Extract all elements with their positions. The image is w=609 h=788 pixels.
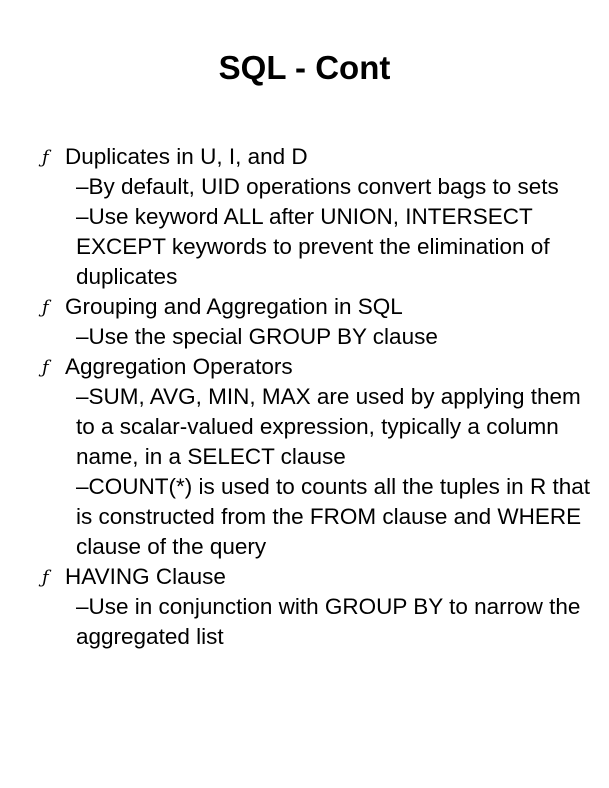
sub-bullet-item — [40, 322, 600, 352]
sub-bullet-text: Use in conjunction with GROUP BY to narrow the aggregated list — [76, 594, 581, 649]
sub-bullet-text: SUM, AVG, MIN, MAX are used by applying them to a scalar-valued expression, typically a column name, in a SELECT clause — [76, 384, 581, 469]
sub-bullet-item — [40, 172, 600, 202]
bullet-item — [40, 142, 600, 172]
dash-marker: – — [76, 474, 89, 499]
dash-marker: – — [76, 384, 89, 409]
sub-bullet-text: COUNT(*) is used to counts all the tuples in R that is constructed from the FROM clause and WHERE clause of the query — [76, 474, 590, 559]
dash-marker: – — [76, 594, 89, 619]
bullet-item — [40, 292, 600, 322]
sub-bullet-item — [40, 472, 600, 562]
bullet-text: HAVING Clause — [65, 564, 226, 589]
bullet-item — [40, 562, 600, 592]
bullet-text: Aggregation Operators — [65, 354, 293, 379]
bullet-marker-icon: ƒ — [42, 297, 49, 318]
slide-title: SQL - Cont — [218, 49, 391, 86]
bullet-marker-icon: ƒ — [42, 147, 49, 168]
sub-bullet-item — [40, 592, 600, 652]
slide-content — [40, 142, 600, 652]
sub-bullet-text: By default, UID operations convert bags to sets — [88, 174, 559, 199]
dash-marker: – — [76, 204, 89, 229]
bullet-marker-icon: ƒ — [42, 567, 49, 588]
sub-bullet-item — [40, 202, 600, 292]
bullet-item — [40, 352, 600, 382]
sub-bullet-text: Use the special GROUP BY clause — [88, 324, 438, 349]
sub-bullet-text: Use keyword ALL after UNION, INTERSECT EXCEPT keywords to prevent the elimination of duplicates — [76, 204, 550, 289]
bullet-marker-icon: ƒ — [42, 357, 49, 378]
sub-bullet-item — [40, 382, 600, 472]
dash-marker: – — [76, 174, 89, 199]
bullet-text: Duplicates in U, I, and D — [65, 144, 308, 169]
bullet-text: Grouping and Aggregation in SQL — [65, 294, 403, 319]
dash-marker: – — [76, 324, 89, 349]
